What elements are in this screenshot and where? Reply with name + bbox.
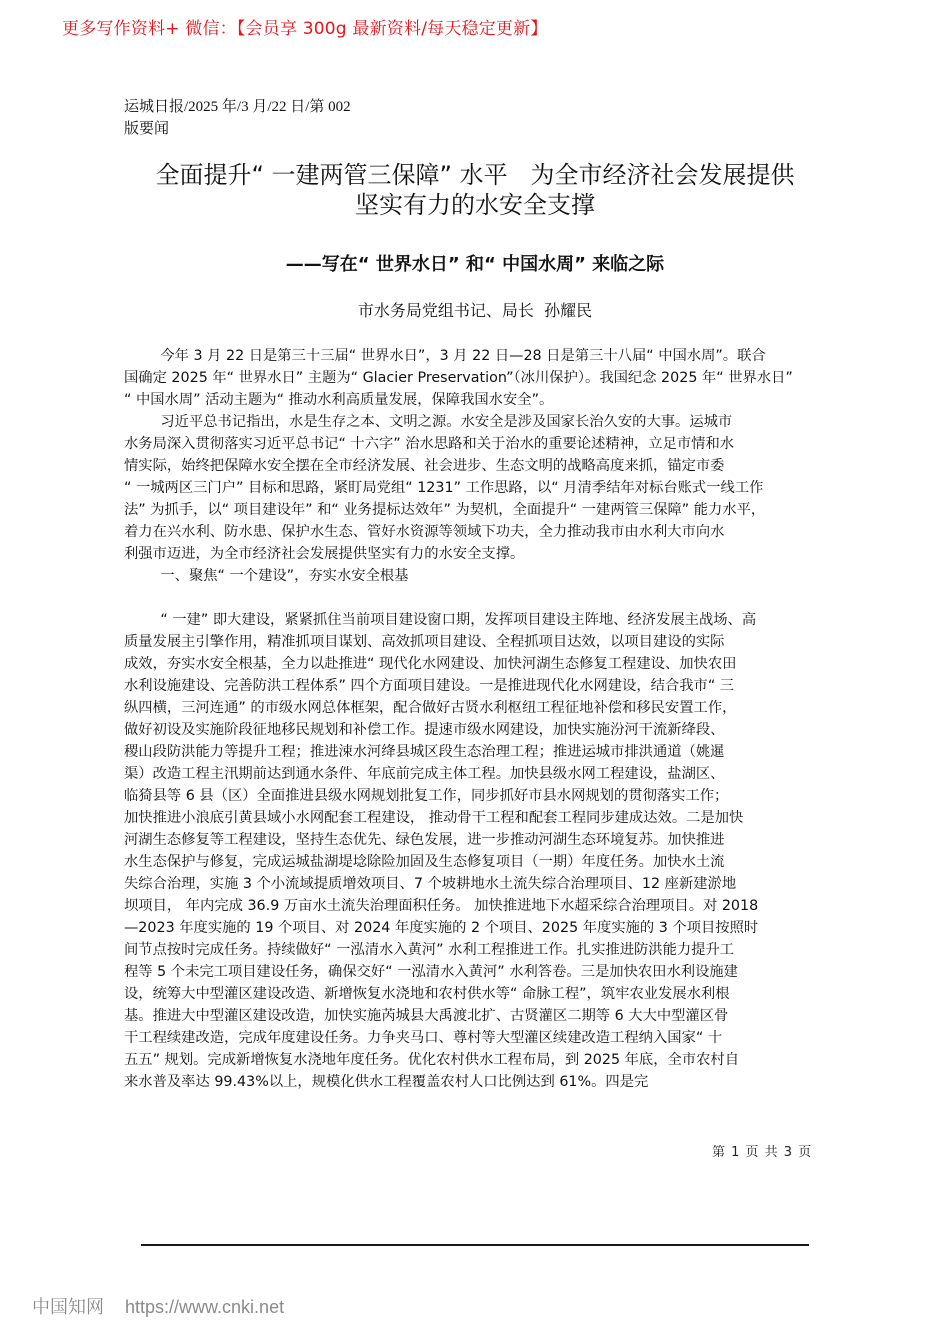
body-line: 加快推进小浪底引黄县域小水网配套工程建设， 推动骨干工程和配套工程同步建成达效。二是加快 [124,810,744,826]
footer-divider [141,1244,809,1246]
body-line: 河湖生态修复等工程建设，坚持生态优先、绿色发展，进一步推动河湖生态环境复苏。加快推进 [124,832,725,848]
body-line: 失综合治理，实施 3 个小流域提质增效项目、7 个坡耕地水土流失综合治理项目、12 座新建淤地 [124,876,737,892]
article-title [60,160,890,220]
body-line: 基。推进大中型灌区建设改造，加快实施芮城县大禹渡北扩、古贤灌区二期等 6 大大中型灌区骨 [124,1008,729,1024]
body-line: 一、聚焦“ 一个建设”，夯实水安全根基 [124,568,409,584]
body-line: 渠）改造工程主汛期前达到通水条件、年底前完成主体工程。加快县级水网工程建设，盐湖区、 [124,766,725,782]
article-author: 市水务局党组书记、局长 孙耀民 [357,301,593,320]
body-line: 程等 5 个未完工项目建设任务，确保交好“ 一泓清水入黄河” 水利答卷。三是加快农田水利设施建 [124,964,738,980]
source-line-1: 运城日报/2025 年/3 月/22 日/第 002 [124,99,351,115]
body-line: 质量发展主引擎作用，精准抓项目谋划、高效抓项目建设、全程抓项目达效，以项目建设的实际 [124,634,725,650]
watermark-url: https://www.cnki.net [125,1297,285,1317]
body-line: 稷山段防洪能力等提升工程；推进涑水河绛县城区段生态治理工程；推进运城市排洪通道（姚暹 [124,744,725,760]
body-line: 做好初设及实施阶段征地移民规划和补偿工作。提速市级水网建设，加快实施汾河干流新绛段、 [124,722,725,738]
cnki-watermark [32,1293,284,1319]
body-line: “ 一建” 即大建设，紧紧抓住当前项目建设窗口期，发挥项目建设主阵地、经济发展主战场、高 [124,612,757,628]
body-line: 法” 为抓手，以“ 项目建设年” 和“ 业务提标达效年” 为契机，全面提升“ 一建两管三保障” 能力水平， [124,502,766,518]
body-line: 临猗县等 6 县（区）全面推进县级水网规划批复工作，同步抓好市县水网规划的贯彻落实工作； [124,788,729,804]
source-line-2: 版要闻 [124,121,170,137]
body-line: 水生态保护与修复，完成运城盐湖堤埝除险加固及生态修复项目（一期）年度任务。加快水土流 [124,854,725,870]
article-body [124,345,836,1093]
body-line: “ 一城两区三门户” 目标和思路，紧盯局党组“ 1231” 工作思路，以“ 月清季结年对标台账式一线工作 [124,480,764,496]
page-indicator: 第 1 页 共 3 页 [712,1145,813,1160]
body-line: 纵四横，三河连通” 的市级水网总体框架，配合做好古贤水利枢纽工程征地补偿和移民安置工作， [124,700,737,716]
watermark-name: 中国知网 [32,1297,104,1317]
body-line: —2023 年度实施的 19 个项目、对 2024 年度实施的 2 个项目、2025 年度实施的 3 个项目按照时 [124,920,759,936]
body-line: 利强市迈进，为全市经济社会发展提供坚实有力的水安全支撑。 [124,546,525,562]
promo-banner: 更多写作资料+ 微信：【会员享 300g 最新资料/每天稳定更新】 [62,19,548,39]
body-line: 今年 3 月 22 日是第三十三届“ 世界水日”，3 月 22 日—28 日是第三十八届“ 中国水周”。联合 [124,348,766,364]
body-line: 水务局深入贯彻落实习近平总书记“ 十六字” 治水思路和关于治水的重要论述精神，立足市情和水 [124,436,735,452]
body-line: 水利设施建设、完善防洪工程体系” 四个方面项目建设。一是推进现代化水网建设，结合我市“ 三 [124,678,735,694]
body-line: 着力在兴水利、防水患、保护水生态、管好水资源等领域下功夫，全力推动我市由水利大市向水 [124,524,725,540]
body-line: 情实际，始终把保障水安全摆在全市经济发展、社会进步、生态文明的战略高度来抓，锚定市委 [124,458,725,474]
body-line: 习近平总书记指出，水是生存之本、文明之源。水安全是涉及国家长治久安的大事。运城市 [124,414,733,430]
body-line: 国确定 2025 年“ 世界水日” 主题为“ Glacier Preservation”（冰川保护）。我国纪念 2025 年“ 世界水日” [124,370,793,386]
body-line: 成效，夯实水安全根基，全力以赴推进“ 现代化水网建设、加快河湖生态修复工程建设、加快农田 [124,656,737,672]
body-line: 来水普及率达 99.43%以上，规模化供水工程覆盖农村人口比例达到 61%。四是完 [124,1074,649,1090]
body-line: 干工程续建改造，完成年度建设任务。力争夹马口、尊村等大型灌区续建改造工程纳入国家“ 十 [124,1030,723,1046]
title-line-1: 全面提升“ 一建两管三保障” 水平 为全市经济社会发展提供 [155,161,795,189]
body-line: 五五” 规划。完成新增恢复水浇地年度任务。优化农村供水工程布局，到 2025 年底，全市农村自 [124,1052,739,1068]
paragraph-gap [124,587,836,609]
body-line: “ 中国水周” 活动主题为“ 推动水利高质量发展，保障我国水安全”。 [124,392,554,408]
body-line: 设，统筹大中型灌区建设改造、新增恢复水浇地和农村供水等“ 命脉工程”，筑牢农业发展水利根 [124,986,730,1002]
body-line: 坝项目， 年内完成 36.9 万亩水土流失治理面积任务。 加快推进地下水超采综合治理项目。对 2018 [124,898,759,914]
body-line: 间节点按时完成任务。持续做好“ 一泓清水入黄河” 水利工程推进工作。扎实推进防洪能力提升工 [124,942,735,958]
title-line-2: 坚实有力的水安全支撑 [355,191,595,219]
source-info [124,96,351,140]
article-subtitle: ——写在“ 世界水日” 和“ 中国水周” 来临之际 [285,254,665,275]
